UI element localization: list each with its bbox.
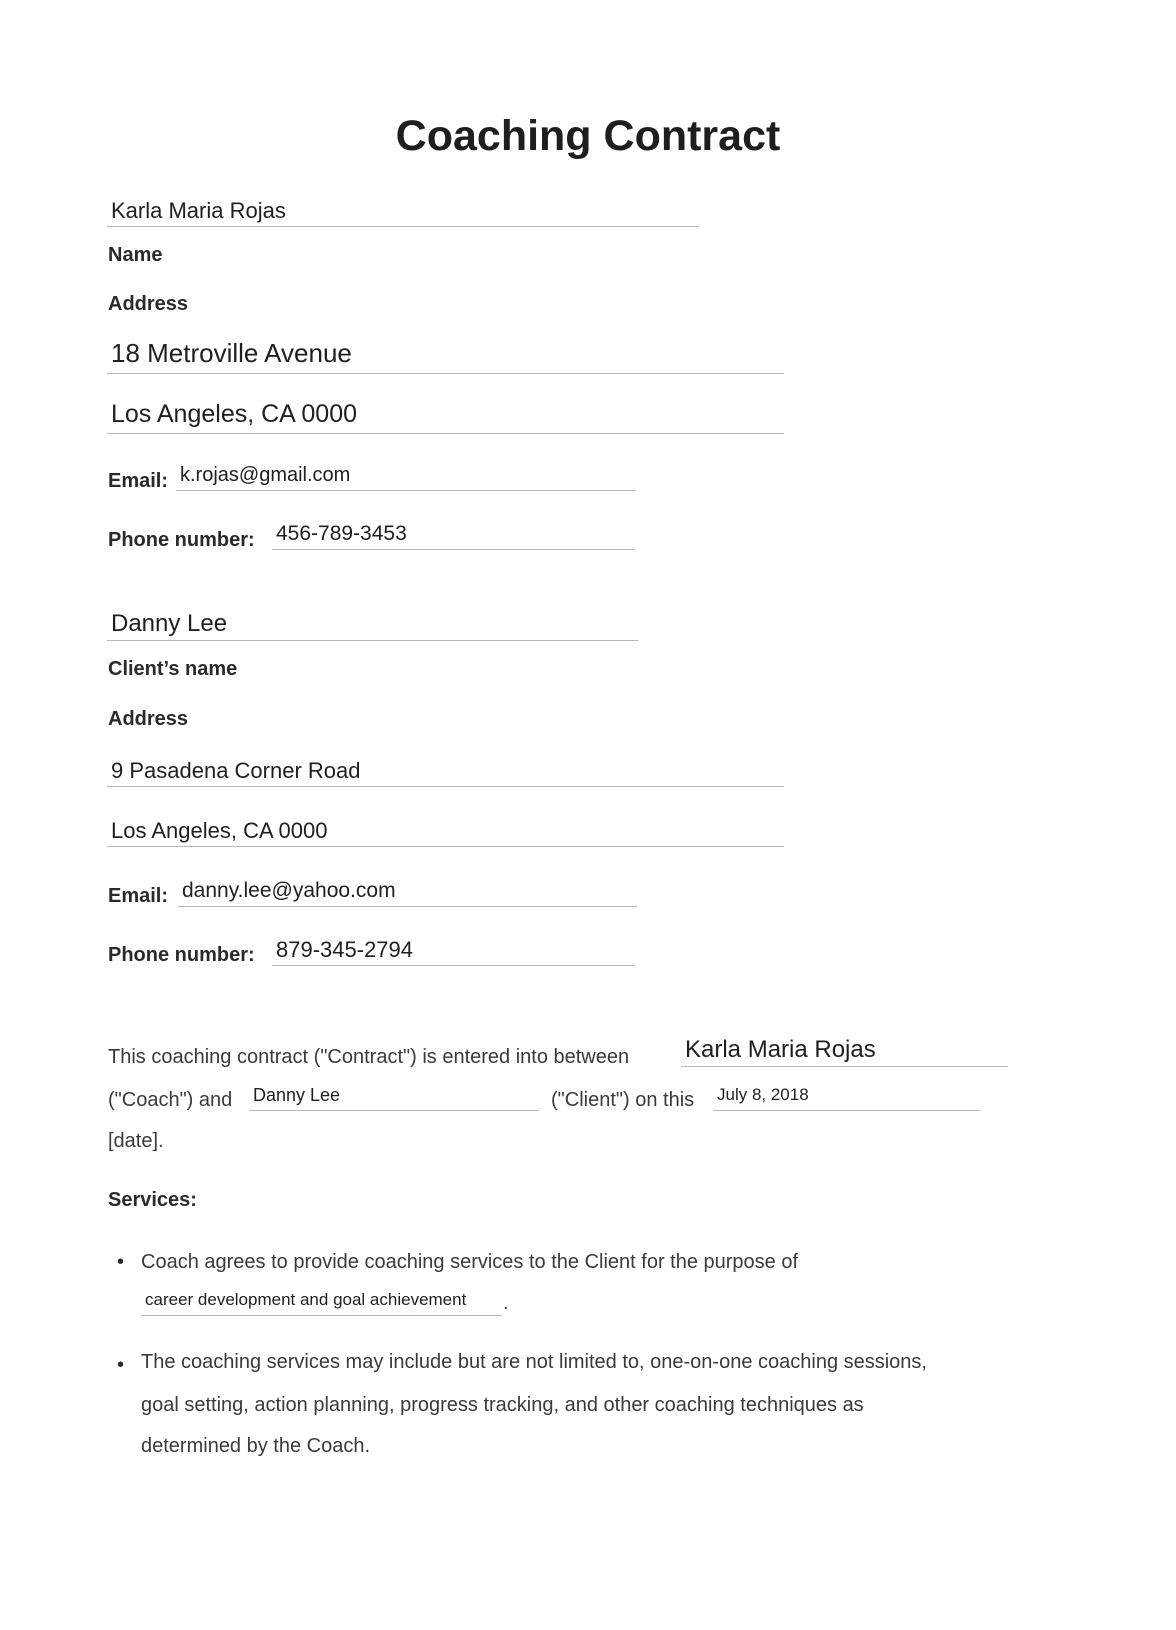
client-address-line2-field[interactable]: Los Angeles, CA 0000 (107, 818, 784, 847)
agreement-coach-field[interactable]: Karla Maria Rojas (681, 1036, 1008, 1067)
client-name-field[interactable]: Danny Lee (107, 610, 638, 641)
bullet-1-text: Coach agrees to provide coaching services to the Client for the purpose of (141, 1251, 799, 1273)
bullet-1-period: . (503, 1292, 509, 1314)
page-title: Coaching Contract (395, 112, 781, 160)
bullet-2-marker: • (117, 1354, 125, 1376)
bullet-2-line-1: The coaching services may include but are not limited to, one-on-one coaching sessions, (141, 1351, 927, 1373)
agreement-text-2: ("Coach") and (108, 1089, 233, 1111)
coach-address-line2-field[interactable]: Los Angeles, CA 0000 (107, 400, 784, 434)
services-heading: Services: (108, 1189, 197, 1211)
client-address-line1-field[interactable]: 9 Pasadena Corner Road (107, 758, 784, 787)
coach-name-field[interactable]: Karla Maria Rojas (107, 198, 699, 227)
agreement-date-field[interactable]: July 8, 2018 (713, 1085, 980, 1111)
client-phone-field[interactable]: 879-345-2794 (272, 937, 635, 966)
agreement-text-1: This coaching contract ("Contract") is entered into between (108, 1046, 630, 1068)
coach-address-line1-field[interactable]: 18 Metroville Avenue (107, 338, 784, 374)
agreement-text-3: ("Client") on this (551, 1089, 695, 1111)
coach-phone-label: Phone number: (108, 529, 255, 551)
agreement-client-field[interactable]: Danny Lee (249, 1085, 539, 1111)
client-name-label: Client’s name (108, 658, 238, 680)
client-email-label: Email: (108, 885, 169, 907)
client-address-label: Address (108, 708, 189, 730)
client-phone-label: Phone number: (108, 944, 255, 966)
agreement-text-4: [date]. (108, 1130, 164, 1152)
coach-email-label: Email: (108, 470, 169, 492)
client-email-field[interactable]: danny.lee@yahoo.com (178, 879, 637, 907)
bullet-2-line-2: goal setting, action planning, progress tracking, and other coaching techniques as (141, 1394, 864, 1416)
bullet-1-marker: • (117, 1251, 125, 1273)
coach-email-field[interactable]: k.rojas@gmail.com (176, 464, 636, 491)
bullet-2-line-3: determined by the Coach. (141, 1435, 371, 1457)
coach-phone-field[interactable]: 456-789-3453 (272, 522, 635, 550)
service-purpose-field[interactable]: career development and goal achievement (141, 1290, 502, 1316)
coach-address-label: Address (108, 293, 189, 315)
coach-name-label: Name (108, 244, 163, 266)
